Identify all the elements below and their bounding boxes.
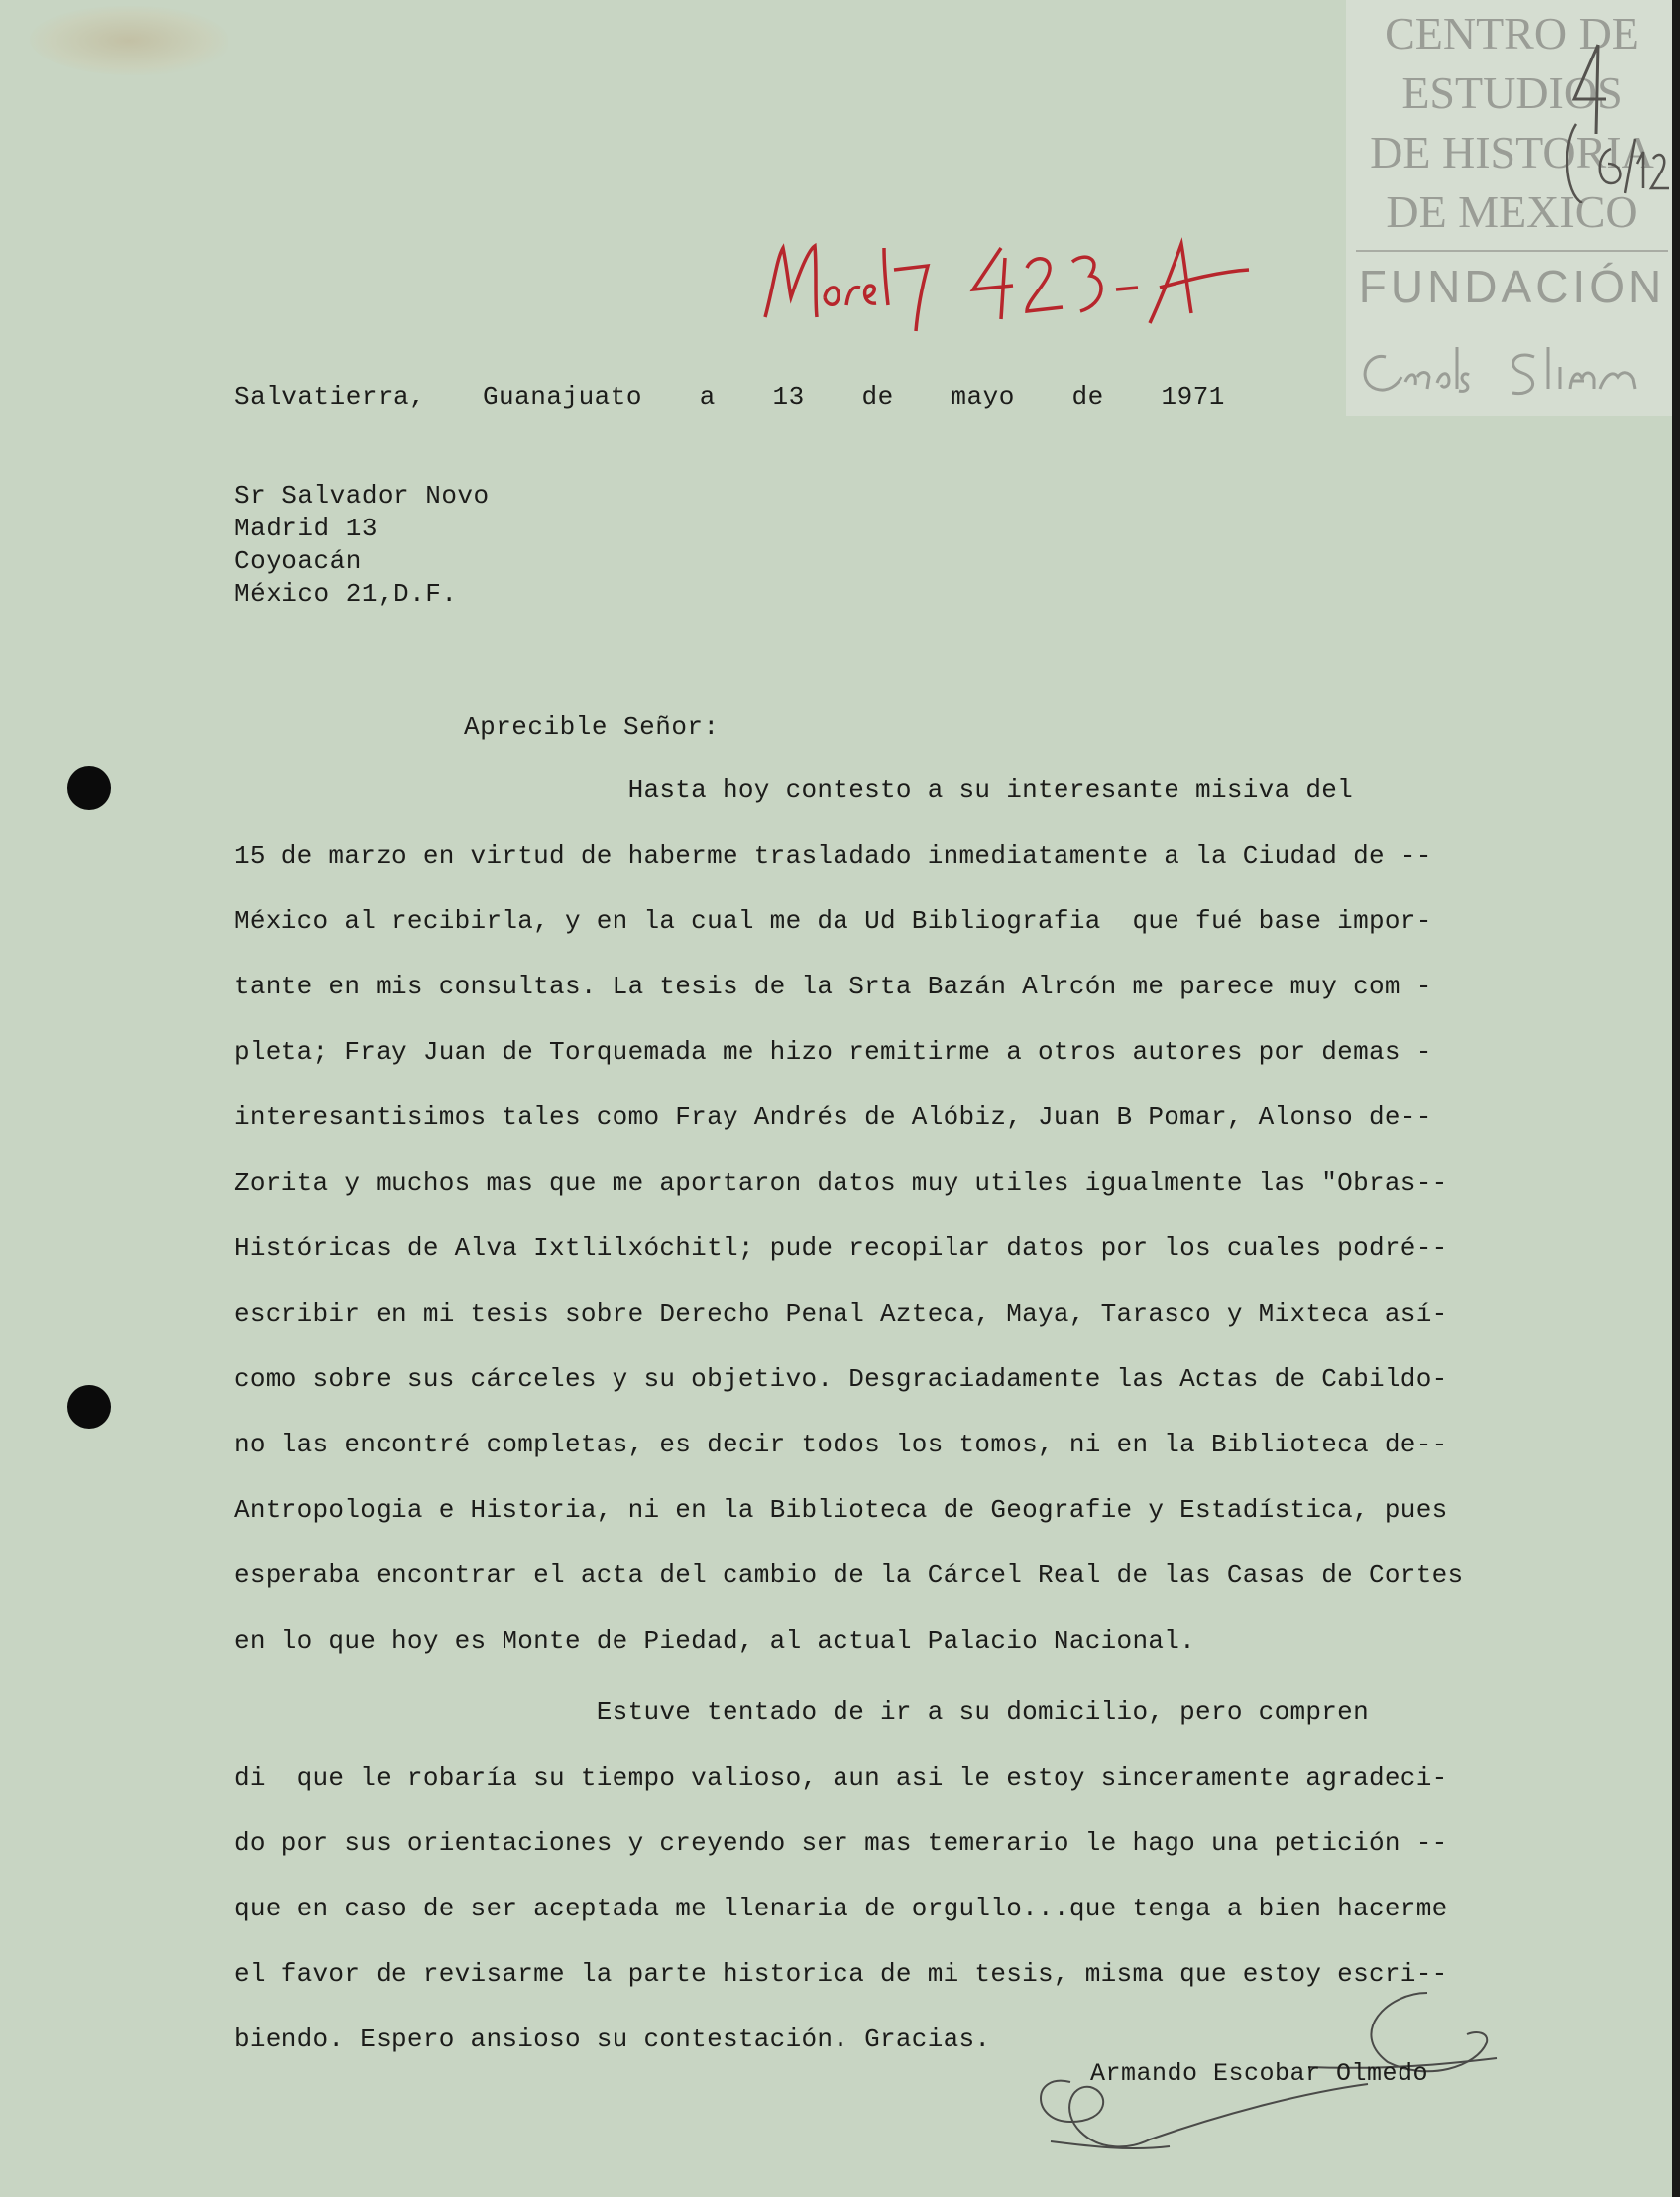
body-line: que en caso de ser aceptada me llenaria de orgullo...que tenga a bien hacerme <box>234 1894 1448 1923</box>
carlos-slim-signature-logo <box>1346 327 1678 416</box>
signature-name: Armando Escobar Olmedo <box>1090 2059 1429 2088</box>
body-line: Antropologia e Historia, ni en la Biblioteca de Geografie y Estadística, pues <box>234 1495 1448 1525</box>
recipient-name: Sr Salvador Novo <box>234 481 490 511</box>
body-line: interesantisimos tales como Fray Andrés de Alóbiz, Juan B Pomar, Alonso de-- <box>234 1102 1432 1132</box>
red-handwritten-annotation <box>753 228 1269 337</box>
punch-hole-upper <box>67 766 111 810</box>
date-de-2: de <box>1071 382 1104 411</box>
stamp-foundation: FUNDACIÓN <box>1358 261 1666 312</box>
stamp-line-2: ESTUDIOS <box>1401 67 1623 118</box>
body-line: esperaba encontrar el acta del cambio de la Cárcel Real de las Casas de Cortes <box>234 1561 1464 1590</box>
salutation: Aprecible Señor: <box>464 712 720 742</box>
body-line: escribir en mi tesis sobre Derecho Penal Azteca, Maya, Tarasco y Mixteca así- <box>234 1299 1448 1329</box>
body-line: pleta; Fray Juan de Torquemada me hizo remitirme a otros autores por demas - <box>234 1037 1432 1067</box>
body-line: Históricas de Alva Ixtlilxóchitl; pude recopilar datos por los cuales podré-- <box>234 1233 1448 1263</box>
stamp-line-3: DE HISTORIA <box>1370 127 1654 177</box>
body-line: como sobre sus cárceles y su objetivo. Desgraciadamente las Actas de Cabildo- <box>234 1364 1448 1394</box>
body-line: no las encontré completas, es decir todos los tomos, ni en la Biblioteca de-- <box>234 1430 1448 1459</box>
stamp-line-1: CENTRO DE <box>1385 8 1639 58</box>
recipient-city: México 21,D.F. <box>234 579 458 609</box>
body-line: Hasta hoy contesto a su interesante misiva del <box>234 775 1354 805</box>
date-de-1: de <box>861 382 894 411</box>
body-line: 15 de marzo en virtud de haberme trasladado inmediatamente a la Ciudad de -- <box>234 841 1432 870</box>
body-line: di que le robaría su tiempo valioso, aun asi le estoy sinceramente agradeci- <box>234 1763 1448 1792</box>
body-line: México al recibirla, y en la cual me da Ud Bibliografia que fué base impor- <box>234 906 1432 936</box>
body-line: el favor de revisarme la parte historica de mi tesis, misma que estoy escri-- <box>234 1959 1448 1989</box>
punch-hole-lower <box>67 1385 111 1429</box>
date-month: mayo <box>951 382 1015 411</box>
body-line: do por sus orientaciones y creyendo ser mas temerario le hago una petición -- <box>234 1828 1448 1858</box>
body-line: Zorita y muchos mas que me aportaron datos muy utiles igualmente las "Obras-- <box>234 1168 1448 1198</box>
body-line: tante en mis consultas. La tesis de la Srta Bazán Alrcón me parece muy com - <box>234 972 1432 1001</box>
pencil-archive-number <box>1566 25 1675 203</box>
recipient-street: Madrid 13 <box>234 514 378 543</box>
stamp-line-4: DE MEXICO <box>1386 186 1638 237</box>
body-line: biendo. Espero ansioso su contestación. Gracias. <box>234 2024 991 2054</box>
date-state: Guanajuato <box>482 382 642 411</box>
water-stain <box>30 6 228 75</box>
date-line <box>234 382 1225 411</box>
page-edge <box>1672 0 1680 2197</box>
date-day: 13 <box>772 382 805 411</box>
date-year: 1971 <box>1161 382 1225 411</box>
body-line: Estuve tentado de ir a su domicilio, pero compren <box>234 1697 1369 1727</box>
date-a: a <box>699 382 716 411</box>
recipient-district: Coyoacán <box>234 546 362 576</box>
date-city: Salvatierra, <box>234 382 426 411</box>
body-line: en lo que hoy es Monte de Piedad, al actual Palacio Nacional. <box>234 1626 1196 1656</box>
